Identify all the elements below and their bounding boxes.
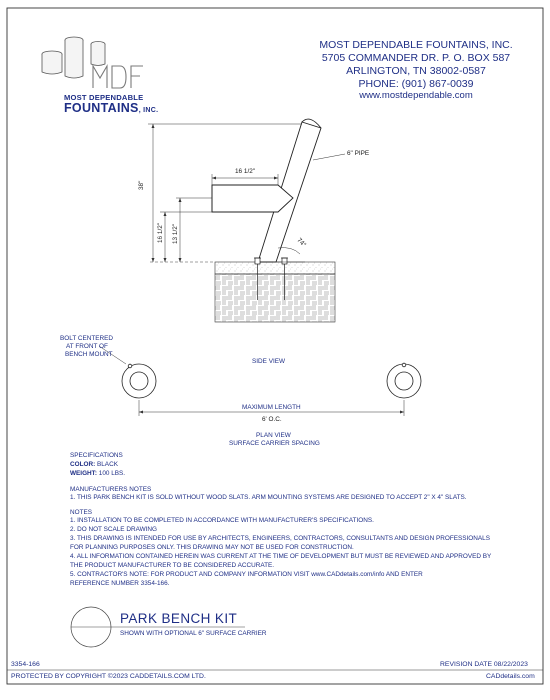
weight-label: WEIGHT: bbox=[70, 470, 97, 477]
notes-heading: NOTES bbox=[70, 509, 93, 516]
specs-weight bbox=[70, 471, 125, 477]
spacing-label: 6' O.C. bbox=[262, 416, 282, 423]
note-4a: 4. ALL INFORMATION CONTAINED HEREIN WAS CURRENT AT THE TIME OF DEVELOPMENT BUT MUST BE REVIEWED AND APPROVED BY bbox=[70, 553, 492, 560]
seat-support bbox=[212, 185, 293, 212]
drawing-title: PARK BENCH KIT bbox=[120, 611, 238, 626]
company-phone: PHONE: (901) 867-0039 bbox=[358, 78, 474, 90]
note-4b: THE PRODUCT MANUFACTURER TO BE CONSIDERED ACCURATE. bbox=[70, 562, 275, 569]
revision-date: REVISION DATE 08/22/2023 bbox=[440, 661, 528, 668]
mfr-note-1: 1. THIS PARK BENCH KIT IS SOLD WITHOUT WOOD SLATS. ARM MOUNTING SYSTEMS ARE DESIGNED TO ACCEPT 2" X 4" SLATS. bbox=[70, 494, 467, 501]
dim-total-height: 38" bbox=[138, 180, 145, 190]
specs-color bbox=[70, 462, 118, 468]
pipe-label: 6" PIPE bbox=[347, 150, 370, 157]
weight-value: 100 LBS. bbox=[96, 470, 126, 477]
max-length-label: MAXIMUM LENGTH bbox=[242, 404, 301, 411]
dim-arm-height: 13 1/2" bbox=[172, 223, 179, 244]
mfr-notes-heading: MANUFACTURERS NOTES bbox=[70, 486, 152, 493]
dim-seat-length: 16 1/2" bbox=[235, 168, 256, 175]
side-view-caption: SIDE VIEW bbox=[252, 358, 286, 365]
logo-suffix: , INC. bbox=[138, 107, 159, 114]
logo-fountains: FOUNTAINS bbox=[64, 101, 139, 115]
cad-brand[interactable]: CADdetails.com bbox=[486, 673, 535, 680]
bolt-note-2: AT FRONT OF bbox=[66, 343, 108, 350]
drawing-subtitle: SHOWN WITH OPTIONAL 6" SURFACE CARRIER bbox=[120, 630, 267, 637]
company-name: MOST DEPENDABLE FOUNTAINS, INC. bbox=[319, 39, 513, 51]
note-5b: REFERENCE NUMBER 3354-166. bbox=[70, 580, 170, 587]
logo-line2 bbox=[64, 102, 158, 115]
note-1: 1. INSTALLATION TO BE COMPLETED IN ACCORDANCE WITH MANUFACTURER'S SPECIFICATIONS. bbox=[70, 517, 374, 524]
bolt-note-1: BOLT CENTERED bbox=[60, 335, 114, 342]
note-3b: FOR PLANNING PURPOSES ONLY. THIS DRAWING MAY NOT BE USED FOR CONSTRUCTION. bbox=[70, 544, 354, 551]
plan-view-caption: PLAN VIEW bbox=[256, 432, 291, 439]
plan-carrier-right bbox=[387, 363, 421, 398]
dim-angle: 74° bbox=[295, 236, 308, 249]
plan-carrier-left bbox=[122, 364, 156, 398]
concrete-slab bbox=[215, 262, 335, 274]
surface-spacing-caption: SURFACE CARRIER SPACING bbox=[229, 440, 320, 447]
company-website[interactable]: www.mostdependable.com bbox=[359, 90, 473, 101]
company-address1: 5705 COMMANDER DR. P. O. BOX 587 bbox=[321, 52, 511, 64]
ref-number: 3354-166 bbox=[11, 661, 40, 668]
note-2: 2. DO NOT SCALE DRAWING bbox=[70, 526, 157, 533]
color-label: COLOR: bbox=[70, 461, 96, 468]
note-3a: 3. THIS DRAWING IS INTENDED FOR USE BY ARCHITECTS, ENGINEERS, CONTRACTORS, CONSULTANTS AND DESIGN PROFESSIONALS bbox=[70, 535, 490, 542]
specs-heading: SPECIFICATIONS bbox=[70, 452, 123, 459]
color-value: BLACK bbox=[95, 461, 118, 468]
logo-mark bbox=[42, 37, 105, 78]
note-5a: 5. CONTRACTOR'S NOTE: FOR PRODUCT AND COMPANY INFORMATION VISIT www.CADdetails.com/info AND ENTER bbox=[70, 571, 423, 578]
bolt-note-3: BENCH MOUNT bbox=[65, 351, 113, 358]
company-address2: ARLINGTON, TN 38002-0587 bbox=[346, 65, 486, 77]
logo-letters-outline bbox=[93, 66, 143, 88]
paver-base bbox=[215, 274, 335, 322]
logo-line1: MOST DEPENDABLE bbox=[64, 93, 144, 102]
dim-seat-height: 16 1/2" bbox=[157, 222, 164, 243]
copyright: PROTECTED BY COPYRIGHT ©2023 CADDETAILS.COM LTD. bbox=[11, 673, 206, 680]
